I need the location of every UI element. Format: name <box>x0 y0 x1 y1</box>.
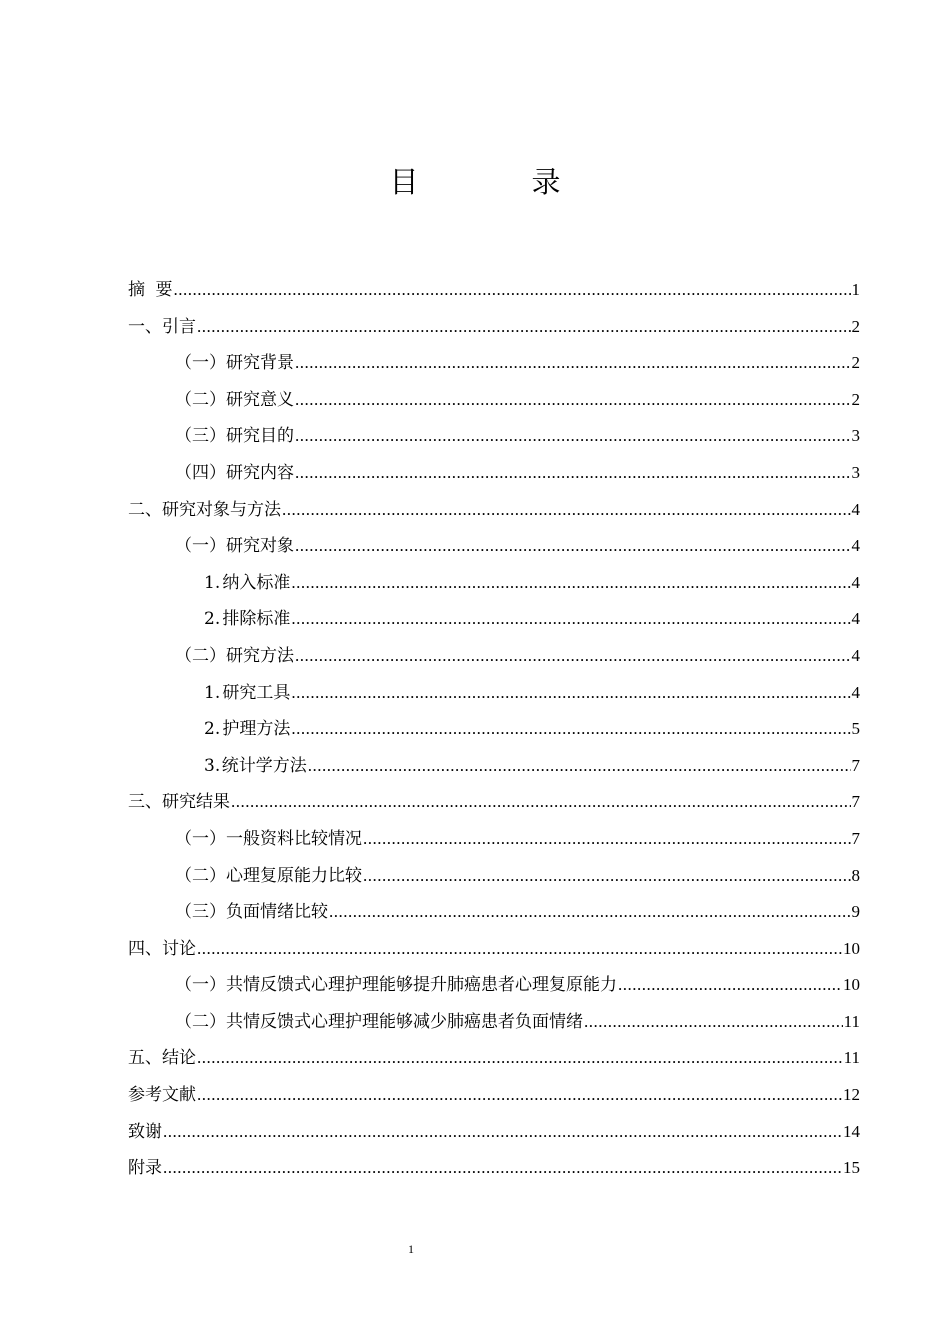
toc-entry-label: 护理方法 <box>222 719 291 740</box>
toc-entry[interactable] <box>128 784 860 821</box>
toc-entry-label: 纳入标准 <box>222 572 291 593</box>
dot-leader <box>282 492 851 529</box>
dot-leader <box>329 894 851 931</box>
toc-entry-number: 二、 <box>128 499 162 520</box>
toc-entry[interactable] <box>128 675 860 712</box>
dot-leader <box>163 1150 842 1187</box>
toc-entry[interactable] <box>128 894 860 931</box>
toc-entry-label: 研究背景 <box>226 353 294 374</box>
toc-entry-number: （一） <box>175 353 226 374</box>
toc-entry[interactable] <box>128 1077 860 1114</box>
dot-leader <box>197 931 842 968</box>
dot-leader <box>197 309 851 346</box>
toc-entry[interactable] <box>128 748 860 785</box>
dot-leader <box>291 601 850 638</box>
toc-entry[interactable] <box>128 345 860 382</box>
page-footer-number: 1 <box>408 1242 414 1256</box>
toc-entry-page-number: 10 <box>843 975 860 995</box>
toc-entry-page-number: 1 <box>851 280 860 299</box>
toc-entry[interactable] <box>128 455 860 492</box>
toc-entry-number: （二） <box>175 865 226 886</box>
dot-leader <box>163 1114 842 1151</box>
dot-leader <box>291 675 850 712</box>
toc-entry[interactable] <box>128 1114 860 1151</box>
toc-entry-label: 研究工具 <box>222 682 291 703</box>
toc-entry-label: 要 <box>155 280 173 300</box>
toc-entry-label: 参考文献 <box>128 1085 196 1106</box>
toc-entry-number: （三） <box>175 902 226 923</box>
toc-entry-label: 研究目的 <box>226 426 294 447</box>
dot-leader <box>197 1077 842 1114</box>
dot-leader <box>231 784 851 821</box>
toc-entry[interactable] <box>128 418 860 455</box>
toc-entry[interactable] <box>128 1150 860 1187</box>
toc-entry[interactable] <box>128 492 860 529</box>
dot-leader <box>363 821 851 858</box>
toc-entry-label: 统计学方法 <box>221 755 307 776</box>
toc-entry-page-number: 11 <box>843 1048 860 1068</box>
toc-title: 目 录 <box>389 165 603 199</box>
toc-entry-number: 1. <box>204 572 221 593</box>
toc-entry-label: 共情反馈式心理护理能够减少肺癌患者负面情绪 <box>226 1011 583 1032</box>
dot-leader <box>291 711 850 748</box>
toc-entry-page-number: 8 <box>851 865 860 885</box>
toc-entry-page-number: 4 <box>851 499 860 519</box>
toc-entry-label: 研究对象与方法 <box>162 499 281 520</box>
toc-entry[interactable] <box>128 528 860 565</box>
toc-entry-number: 3. <box>204 755 221 776</box>
toc-entry[interactable] <box>128 1004 860 1041</box>
toc-entry-number: （一） <box>175 828 226 849</box>
toc-entry[interactable] <box>128 565 860 602</box>
toc-entry[interactable] <box>128 967 860 1004</box>
toc-entry-label: 讨论 <box>162 938 196 959</box>
toc-entry[interactable] <box>128 382 860 419</box>
toc-entry-label: 研究结果 <box>162 792 230 813</box>
toc-entry-label: 研究方法 <box>226 645 294 666</box>
dot-leader <box>295 382 851 419</box>
dot-leader <box>197 1040 843 1077</box>
toc-entry-page-number: 9 <box>851 902 860 922</box>
toc-entry-page-number: 11 <box>843 1011 860 1031</box>
toc-entry-page-number: 4 <box>851 609 860 629</box>
toc-entry[interactable] <box>128 272 860 309</box>
toc-entry[interactable] <box>128 821 860 858</box>
toc-entry-label: 共情反馈式心理护理能够提升肺癌患者心理复原能力 <box>226 975 617 996</box>
toc-entry-label: 研究意义 <box>226 389 294 410</box>
toc-entry-number: （四） <box>175 462 226 483</box>
toc-entry-page-number: 4 <box>851 572 860 592</box>
toc-entry-number: （二） <box>175 389 226 410</box>
toc-entry-page-number: 4 <box>851 682 860 702</box>
dot-leader <box>173 272 850 309</box>
toc-entry-page-number: 5 <box>851 719 860 739</box>
toc-entry-page-number: 4 <box>851 536 860 556</box>
toc-entry-page-number: 14 <box>843 1121 860 1141</box>
toc-entry-page-number: 4 <box>851 645 860 665</box>
toc-entry-page-number: 2 <box>851 316 860 336</box>
toc-entry[interactable] <box>128 601 860 638</box>
toc-entry-number: 一、 <box>128 316 162 337</box>
dot-leader <box>295 638 851 675</box>
toc-entry-page-number: 3 <box>851 462 860 482</box>
dot-leader <box>295 345 851 382</box>
toc-entry-number: （一） <box>175 975 226 996</box>
toc-entry-number: （二） <box>175 645 226 666</box>
toc-entry-number: 三、 <box>128 792 162 813</box>
toc-entry-label: 结论 <box>162 1048 196 1069</box>
toc-entry-number: 四、 <box>128 938 162 959</box>
toc-entry[interactable] <box>128 309 860 346</box>
toc-entry-label: 致谢 <box>128 1121 162 1142</box>
toc-entry-number: 五、 <box>128 1048 162 1069</box>
toc-entry-number: 1. <box>204 682 221 703</box>
toc-entry-label: 一般资料比较情况 <box>226 828 362 849</box>
toc-entry-page-number: 7 <box>851 755 860 775</box>
toc-entry-page-number: 7 <box>851 792 860 812</box>
dot-leader <box>295 418 851 455</box>
toc-entry-number: 摘 <box>128 280 145 300</box>
toc-entry[interactable] <box>128 638 860 675</box>
toc-entry[interactable] <box>128 858 860 895</box>
table-of-contents <box>128 272 860 1187</box>
dot-leader <box>584 1004 843 1041</box>
toc-entry-label: 负面情绪比较 <box>226 902 328 923</box>
toc-entry-label: 心理复原能力比较 <box>226 865 362 886</box>
toc-entry-page-number: 10 <box>843 938 860 958</box>
toc-entry-page-number: 7 <box>851 828 860 848</box>
toc-entry-page-number: 3 <box>851 426 860 446</box>
dot-leader <box>363 858 851 895</box>
toc-entry-number: 2. <box>204 609 221 630</box>
dot-leader <box>618 967 842 1004</box>
toc-entry[interactable] <box>128 1040 860 1077</box>
toc-entry-label: 附录 <box>128 1158 162 1179</box>
dot-leader <box>291 565 850 602</box>
toc-entry-page-number: 15 <box>843 1158 860 1178</box>
toc-entry[interactable] <box>128 931 860 968</box>
dot-leader <box>308 748 851 785</box>
toc-entry-label: 研究对象 <box>226 536 294 557</box>
dot-leader <box>295 455 851 492</box>
toc-entry-label: 排除标准 <box>222 609 291 630</box>
toc-entry-number: （二） <box>175 1011 226 1032</box>
toc-entry-label: 引言 <box>162 316 196 337</box>
toc-entry-page-number: 2 <box>851 353 860 373</box>
toc-entry-number: 2. <box>204 719 221 740</box>
toc-entry-label: 研究内容 <box>226 462 294 483</box>
toc-entry-page-number: 2 <box>851 389 860 409</box>
toc-entry-number: （一） <box>175 536 226 557</box>
toc-entry-page-number: 12 <box>843 1085 860 1105</box>
toc-entry[interactable] <box>128 711 860 748</box>
toc-entry-number: （三） <box>175 426 226 447</box>
dot-leader <box>295 528 851 565</box>
